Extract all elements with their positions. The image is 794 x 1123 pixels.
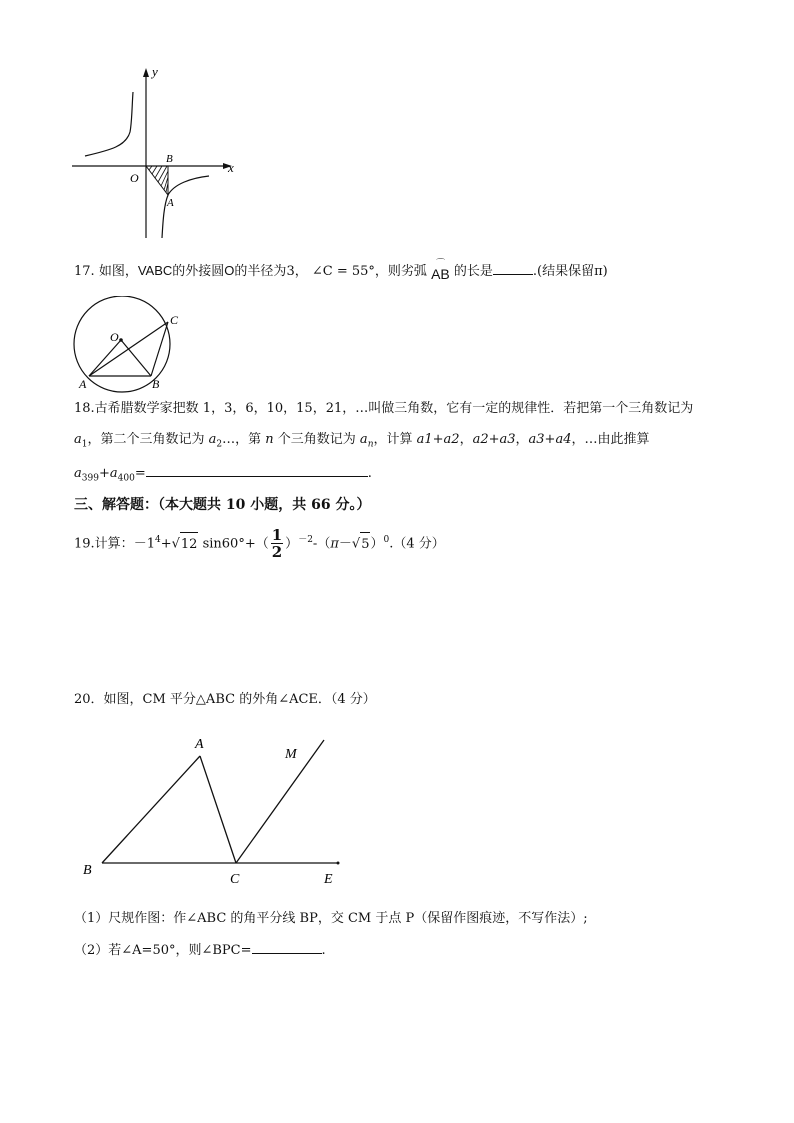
q18-eq: = <box>134 466 146 481</box>
q17-radius: 3， <box>286 264 308 279</box>
q17-text-a: 如图， <box>98 264 138 279</box>
q20-answer-blank[interactable] <box>252 941 322 954</box>
q20-part2-text: （2）若∠A=50°，则∠BPC= <box>74 943 252 958</box>
segment-bc <box>151 322 168 376</box>
q18-an: a <box>359 432 368 447</box>
hatching <box>149 166 168 192</box>
q19-exp2: －2 <box>298 535 313 546</box>
q17-text-d: ，则劣弧 <box>374 264 427 279</box>
center-point <box>119 338 123 342</box>
q19-part7: ） <box>370 536 384 552</box>
q19-prefix: 19.计算： <box>74 536 134 552</box>
q18-sub-400: 400 <box>117 473 135 484</box>
q18-a399: a <box>74 466 82 481</box>
q18-n: n <box>265 432 274 447</box>
q19-part1: －1 <box>133 536 155 552</box>
label-b: B <box>152 377 160 391</box>
label-m: M <box>285 747 297 762</box>
q19-part5: -（ <box>312 536 331 552</box>
q18-t4: ，计算 <box>373 432 417 447</box>
q18-end: . <box>367 466 372 481</box>
segment-ba <box>102 756 200 863</box>
question-19 <box>74 528 445 560</box>
q17-angle: ∠C = 55° <box>311 264 375 279</box>
q18-a2: a <box>208 432 217 447</box>
q19-sqrt2-sign: √ <box>351 536 361 552</box>
q17-arc-label: AB <box>431 266 450 282</box>
q19-part6: － <box>338 536 352 552</box>
label-c: C <box>230 872 240 887</box>
q19-frac-den: 2 <box>271 543 283 561</box>
q19-part4: ） <box>285 536 299 552</box>
q19-sqrt12: 12 <box>180 532 199 557</box>
section-3-title: 三、解答题：（本大题共 10 小题，共 66 分。） <box>74 497 371 513</box>
label-e: E <box>324 872 333 887</box>
q18-a400: a <box>109 466 118 481</box>
q18-sep2: ， <box>515 432 529 447</box>
label-b: B <box>166 153 173 165</box>
q19-sqrt5: 5 <box>360 532 370 557</box>
y-axis-arrow <box>143 68 149 77</box>
q18-answer-blank[interactable] <box>146 464 368 477</box>
q18-sep1: ， <box>459 432 473 447</box>
label-y: y <box>152 64 158 79</box>
label-x: x <box>228 160 234 175</box>
q19-exp1: 4 <box>154 535 161 546</box>
q19-part8: .（4 分） <box>389 536 445 552</box>
q17-number: 17. <box>74 264 95 279</box>
q18-sub-399: 399 <box>81 473 99 484</box>
q18-plus: + <box>98 466 110 481</box>
q17-circle: O <box>224 263 235 278</box>
q17-arc <box>431 258 450 283</box>
q18-expr3: a3+a4 <box>528 432 572 447</box>
question-18-line3 <box>74 464 372 483</box>
question-17 <box>74 258 608 282</box>
q19-part3: sin60°+（ <box>198 536 269 552</box>
q18-a2-sub: 2 <box>216 439 223 450</box>
q18-an-sub: n <box>367 439 374 450</box>
label-o: O <box>130 171 139 185</box>
q18-t1: ，第二个三角数记为 <box>87 432 209 447</box>
question-20-part2 <box>74 941 326 960</box>
question-20: 20．如图，CM 平分△ABC 的外角∠ACE．（4 分） <box>74 692 376 707</box>
label-a: A <box>167 197 174 209</box>
q19-part2: + <box>160 536 172 552</box>
figure-hyperbola-graph <box>66 60 246 245</box>
q17-answer-blank[interactable] <box>493 262 533 275</box>
q18-expr1: a1+a2 <box>416 432 460 447</box>
q18-a1-sub: 1 <box>81 439 88 450</box>
q19-pi: π <box>330 536 339 552</box>
hyperbola-branch-left <box>85 92 133 156</box>
q18-t5: ，…由此推算 <box>571 432 650 447</box>
label-c: C <box>170 313 179 327</box>
q17-text-c: 的半径为 <box>234 264 287 279</box>
q19-fraction <box>271 528 283 560</box>
q17-triangle: VABC <box>137 263 173 278</box>
label-a: A <box>195 737 204 752</box>
q20-part2-end: . <box>321 943 326 958</box>
segment-ac <box>200 756 236 863</box>
q17-text-e: 的长是 <box>453 264 493 279</box>
q17-tail: .(结果保留π) <box>532 264 608 279</box>
q17-arc-mark: ⌒ <box>436 258 446 268</box>
q19-sqrt-sign: √ <box>171 536 180 552</box>
question-18-line1: 18.古希腊数学家把数 1，3，6，10，15，21，…叫做三角数，它有一定的规律性．若把第一个三角数记为 <box>74 401 694 416</box>
question-20-part1: （1）尺规作图：作∠ABC 的角平分线 BP，交 CM 于点 P（保留作图痕迹，不写作法）; <box>74 911 588 926</box>
figure-triangle-exterior-angle <box>74 728 374 893</box>
figure-circle-triangle <box>66 296 186 396</box>
q18-t3: 个三角数记为 <box>273 432 360 447</box>
label-a: A <box>79 377 87 391</box>
q18-t2: …，第 <box>222 432 266 447</box>
segment-ob <box>121 340 151 376</box>
ray-cm <box>236 740 324 863</box>
point-e <box>337 862 340 865</box>
q19-exp3: 0 <box>383 535 390 546</box>
q19-frac-num: 1 <box>271 526 283 544</box>
label-b: B <box>83 863 92 878</box>
q17-text-b: 的外接圆 <box>172 264 225 279</box>
label-o: O <box>110 330 119 344</box>
question-18-line2 <box>74 431 649 449</box>
q18-expr2: a2+a3 <box>472 432 516 447</box>
q18-a1: a <box>74 432 82 447</box>
